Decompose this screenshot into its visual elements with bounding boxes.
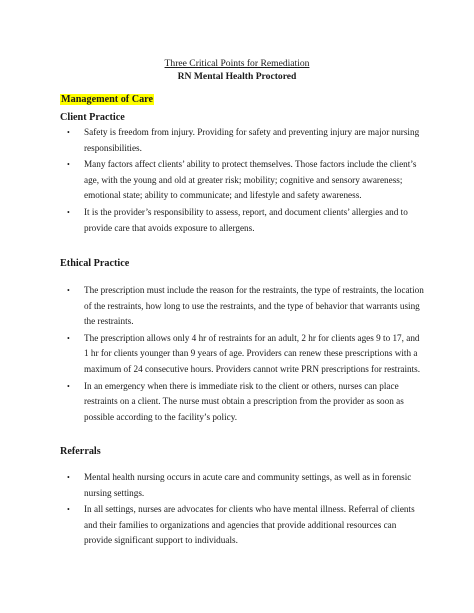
subsection-heading-client-practice: Client Practice [60, 112, 125, 123]
subsection-heading-referrals: Referrals [60, 446, 101, 457]
subsection-heading-ethical-practice: Ethical Practice [60, 258, 130, 269]
list-item [60, 125, 424, 156]
document-subtitle [0, 71, 474, 83]
list-item [60, 379, 424, 426]
list-item [60, 331, 424, 378]
bullet-icon: • [67, 286, 70, 295]
list-item-text: In all settings, nurses are advocates for clients who have mental illness. Referral of clients and their families to organizations and agencies that provide additional resources can provide significant support to individuals. [84, 504, 415, 546]
highlighted-heading-text: Management of Care [61, 94, 154, 105]
list-item [60, 283, 424, 330]
list-item [60, 502, 424, 549]
list-item [60, 205, 424, 236]
list-item-text: In an emergency when there is immediate risk to the client or others, nurses can place restraints on a client. The nurse must obtain a prescription from the provider as soon as possible according to the facility’s policy. [84, 380, 404, 422]
list-item [60, 470, 424, 501]
bullet-icon: • [67, 128, 70, 137]
document-title-text: Three Critical Points for Remediation [164, 58, 310, 69]
list-item [60, 157, 424, 204]
client-practice-list [60, 125, 424, 237]
section-heading-management-of-care [60, 94, 154, 106]
list-item-text: Mental health nursing occurs in acute care and community settings, as well as in forensic nursing settings. [84, 472, 412, 498]
referrals-list [60, 470, 424, 550]
list-item-text: The prescription allows only 4 hr of restraints for an adult, 2 hr for clients ages 9 to 17, and 1 hr for clients younger than 9 years of age. Providers can renew these prescriptions with a maximum of 24 consecutive hours. Providers cannot write PRN prescriptions for restraints. [84, 332, 421, 374]
list-item-text: Safety is freedom from injury. Providing for safety and preventing injury are major nursing responsibilities. [84, 127, 420, 153]
bullet-icon: • [67, 505, 70, 515]
bullet-icon: • [67, 160, 70, 170]
bullet-icon: • [67, 473, 70, 482]
bullet-icon: • [67, 381, 70, 391]
ethical-practice-list [60, 283, 424, 426]
bullet-icon: • [67, 333, 70, 343]
list-item-text: It is the provider’s responsibility to assess, report, and document clients’ allergies and to provide care that avoids exposure to allergens. [84, 206, 408, 233]
bullet-icon: • [67, 207, 70, 217]
list-item-text: Many factors affect clients’ ability to protect themselves. Those factors include the client’s age, with the young and old at greater risk; mobility; cognitive and sensory awareness; emotional state; ability to communicate; and lifestyle and safety awareness. [84, 159, 417, 201]
document-title [0, 58, 474, 70]
list-item-text: The prescription must include the reason for the restraints, the type of restraints, the location of the restraints, how long to use the restraints, and the type of behavior that warrants using the restraints. [84, 285, 424, 327]
document-subtitle-text: RN Mental Health Proctored [177, 71, 297, 82]
